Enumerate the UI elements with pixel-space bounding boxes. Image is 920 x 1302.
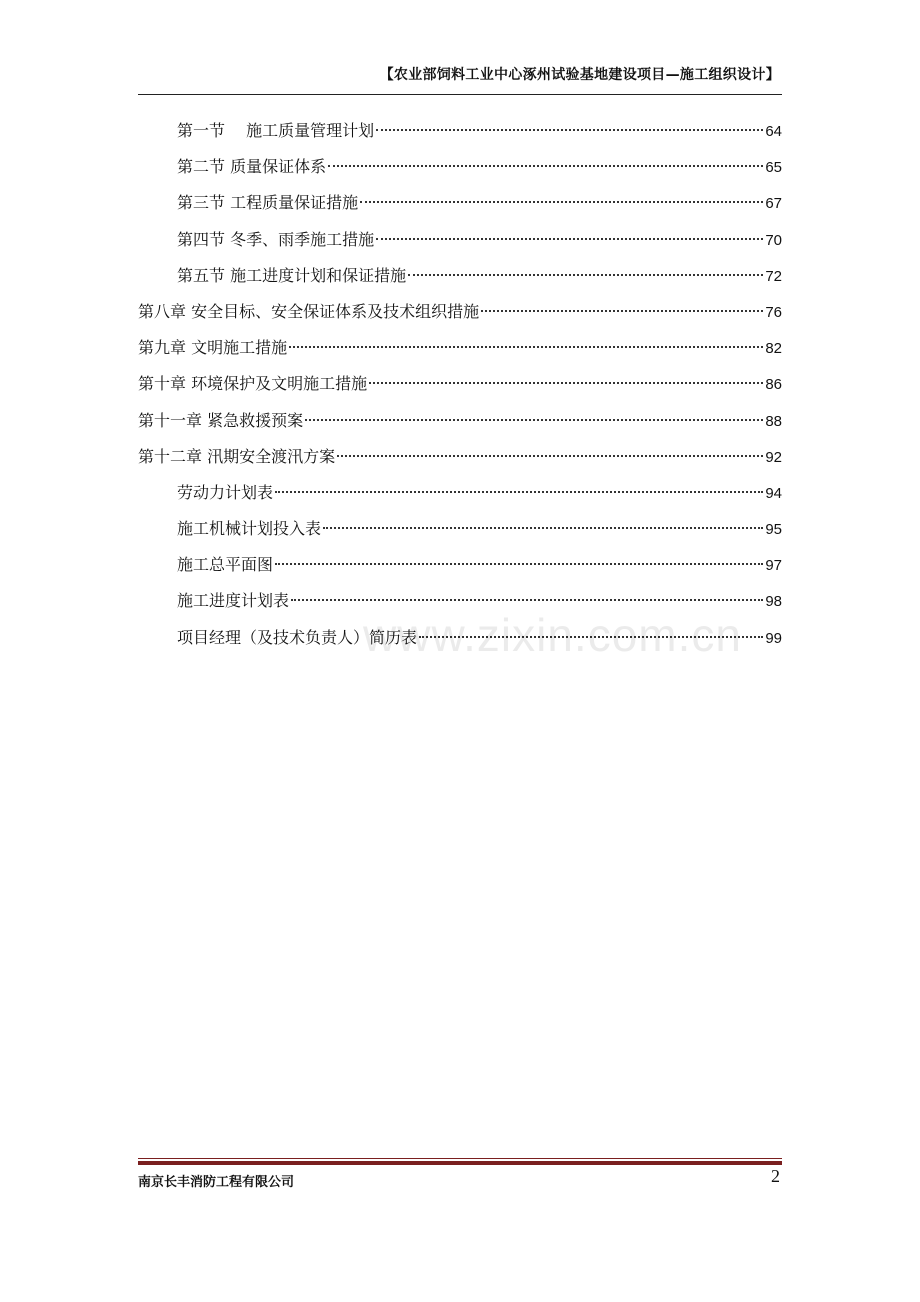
toc-entry-label: 第八章 安全目标、安全保证体系及技术组织措施 [138, 301, 480, 321]
toc-entry-page-number: 72 [765, 267, 782, 285]
toc-entry-page-number: 76 [765, 303, 782, 321]
toc-entry[interactable] [138, 403, 782, 439]
toc-entry-page-number: 97 [765, 557, 782, 575]
toc-entry-page-number: 82 [765, 340, 782, 358]
document-header-title: 【农业部饲料工业中心涿州试验基地建设项目—施工组织设计】 [379, 67, 780, 83]
toc-entry-label: 劳动力计划表 [177, 482, 274, 502]
toc-entry[interactable] [138, 185, 782, 221]
toc-dot-leader [275, 563, 763, 565]
toc-dot-leader [481, 310, 763, 312]
toc-entry-label: 第十一章 紧急救援预案 [138, 410, 304, 430]
toc-entry[interactable] [138, 330, 782, 366]
toc-entry-page-number: 86 [765, 376, 782, 394]
toc-entry-label: 第四节 冬季、雨季施工措施 [177, 229, 375, 249]
toc-entry-page-number: 88 [765, 412, 782, 430]
toc-entry-page-number: 99 [765, 629, 782, 647]
toc-entry[interactable] [138, 547, 782, 583]
toc-entry-page-number: 98 [765, 593, 782, 611]
footer-divider-thick [138, 1161, 782, 1165]
toc-dot-leader [369, 382, 763, 384]
toc-entry[interactable] [138, 113, 782, 149]
toc-entry-label: 第十二章 汛期安全渡汛方案 [138, 446, 336, 466]
toc-dot-leader [291, 599, 763, 601]
toc-entry-page-number: 67 [765, 195, 782, 213]
toc-entry[interactable] [138, 439, 782, 475]
toc-entry-label: 项目经理（及技术负责人）简历表 [177, 627, 418, 647]
toc-entry-page-number: 70 [765, 231, 782, 249]
toc-entry-page-number: 92 [765, 448, 782, 466]
header-divider [138, 94, 782, 95]
toc-entry-label: 施工机械计划投入表 [177, 519, 322, 539]
toc-entry-page-number: 65 [765, 159, 782, 177]
watermark: www.zixin.com.cn [363, 609, 742, 661]
table-of-contents [138, 113, 782, 656]
toc-dot-leader [376, 129, 763, 131]
toc-dot-leader [337, 455, 763, 457]
toc-dot-leader [275, 491, 763, 493]
toc-entry-label: 施工进度计划表 [177, 591, 290, 611]
toc-entry[interactable] [138, 258, 782, 294]
toc-entry-page-number: 94 [765, 484, 782, 502]
page-number: 2 [771, 1166, 780, 1186]
toc-entry-label: 第三节 工程质量保证措施 [177, 193, 359, 213]
toc-entry[interactable] [138, 149, 782, 185]
toc-entry[interactable] [138, 511, 782, 547]
toc-entry-label: 第一节 施工质量管理计划 [177, 121, 375, 140]
toc-entry-page-number: 95 [765, 521, 782, 539]
toc-entry-label: 第五节 施工进度计划和保证措施 [177, 265, 407, 285]
toc-entry-label: 第二节 质量保证体系 [177, 157, 327, 177]
toc-dot-leader [408, 274, 763, 276]
toc-entry[interactable] [138, 366, 782, 402]
footer-company-name: 南京长丰消防工程有限公司 [138, 1175, 295, 1190]
toc-entry-label: 第九章 文明施工措施 [138, 338, 288, 358]
footer-divider-thin [138, 1158, 782, 1159]
toc-dot-leader [305, 419, 763, 421]
toc-entry[interactable] [138, 222, 782, 258]
toc-dot-leader [328, 165, 763, 167]
toc-dot-leader [289, 346, 763, 348]
toc-dot-leader [323, 527, 763, 529]
toc-entry[interactable] [138, 294, 782, 330]
toc-entry[interactable] [138, 475, 782, 511]
toc-dot-leader [376, 238, 763, 240]
toc-entry-label: 施工总平面图 [177, 555, 274, 575]
toc-dot-leader [360, 201, 763, 203]
toc-entry-label: 第十章 环境保护及文明施工措施 [138, 374, 368, 394]
toc-entry-page-number: 64 [765, 123, 782, 140]
